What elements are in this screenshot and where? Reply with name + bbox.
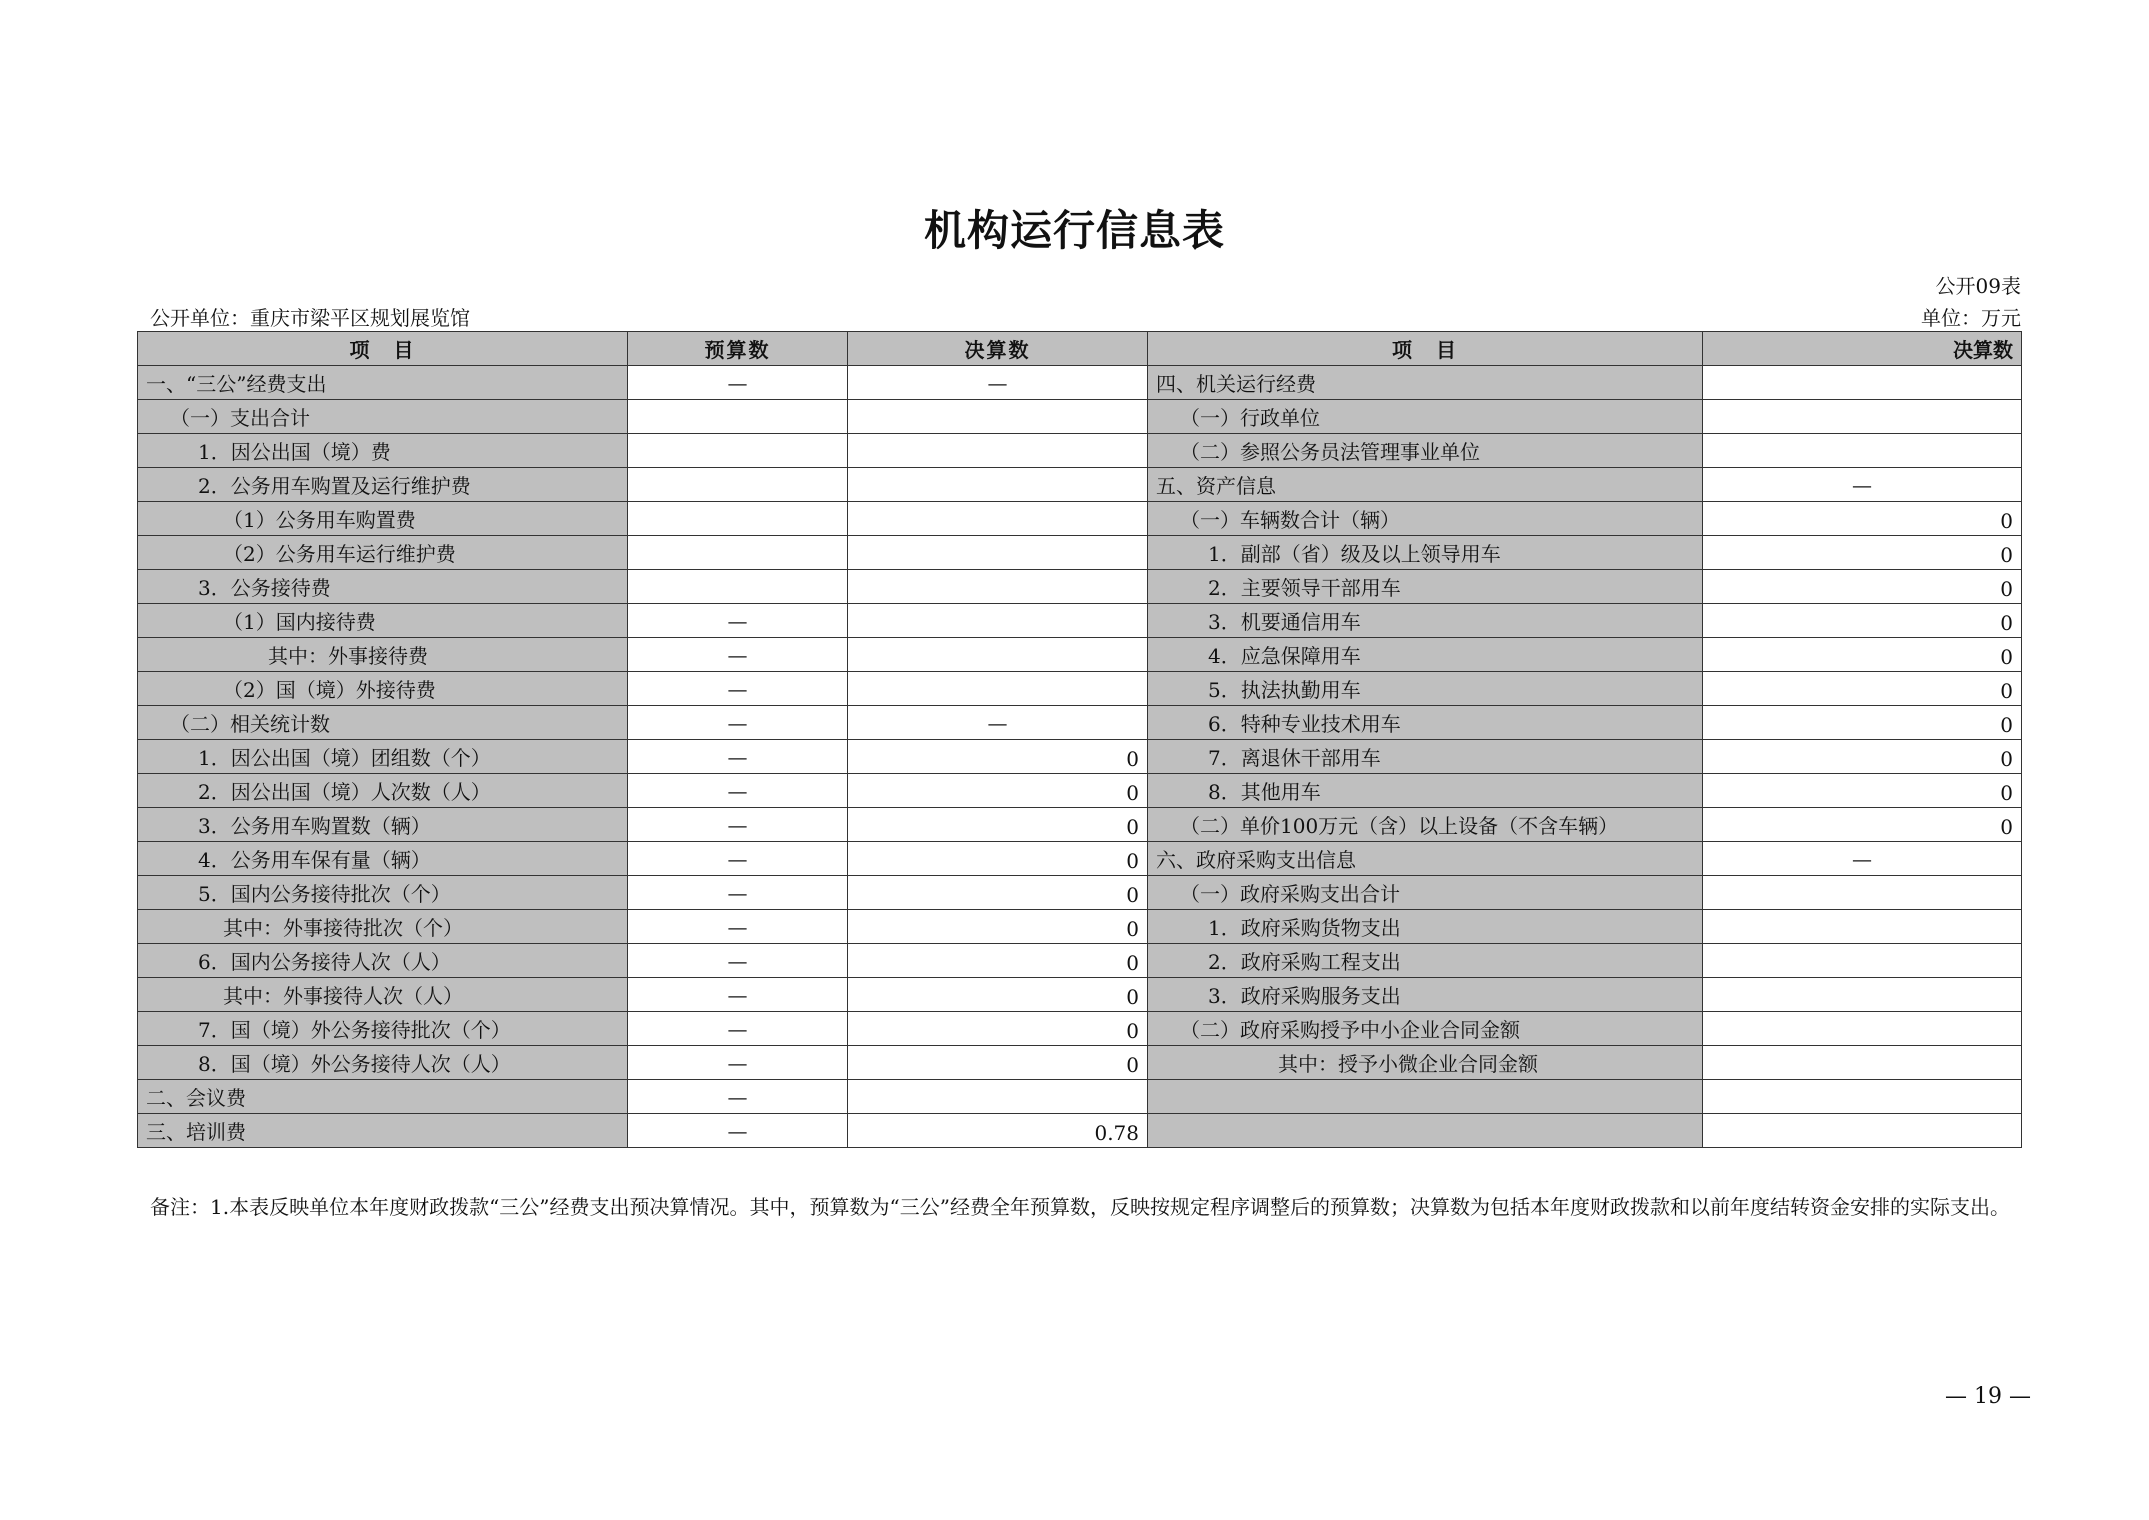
left-item-label: 3．公务接待费 <box>138 570 628 604</box>
budget-value: — <box>628 808 848 842</box>
table-row <box>138 1080 2022 1114</box>
left-item-label: （1）公务用车购置费 <box>138 502 628 536</box>
budget-value: — <box>628 366 848 400</box>
left-item-label: （二）相关统计数 <box>138 706 628 740</box>
right-final-value: 0 <box>1703 536 2022 570</box>
right-final-value <box>1703 944 2022 978</box>
final-value <box>848 502 1148 536</box>
final-value: 0 <box>848 1012 1148 1046</box>
budget-value: — <box>628 944 848 978</box>
budget-value <box>628 434 848 468</box>
right-item-label: 8．其他用车 <box>1148 774 1703 808</box>
budget-value <box>628 400 848 434</box>
final-value: 0 <box>848 876 1148 910</box>
right-item-label: 3．政府采购服务支出 <box>1148 978 1703 1012</box>
final-value <box>848 1080 1148 1114</box>
final-value <box>848 434 1148 468</box>
right-item-label: 2．政府采购工程支出 <box>1148 944 1703 978</box>
right-final-value: 0 <box>1703 740 2022 774</box>
right-final-value <box>1703 1114 2022 1148</box>
table-row <box>138 536 2022 570</box>
budget-value: — <box>628 774 848 808</box>
right-final-value <box>1703 1080 2022 1114</box>
right-final-value <box>1703 876 2022 910</box>
final-value: 0 <box>848 842 1148 876</box>
table-row <box>138 876 2022 910</box>
right-item-label: （二）单价100万元（含）以上设备（不含车辆） <box>1148 808 1703 842</box>
final-value: 0.78 <box>848 1114 1148 1148</box>
budget-value: — <box>628 1114 848 1148</box>
table-row <box>138 468 2022 502</box>
final-value <box>848 536 1148 570</box>
left-item-label: （1）国内接待费 <box>138 604 628 638</box>
budget-value: — <box>628 638 848 672</box>
right-final-value <box>1703 366 2022 400</box>
final-value: 0 <box>848 978 1148 1012</box>
right-final-value <box>1703 400 2022 434</box>
left-item-label: 8．国（境）外公务接待人次（人） <box>138 1046 628 1080</box>
right-item-label: 1．政府采购货物支出 <box>1148 910 1703 944</box>
table-row <box>138 1114 2022 1148</box>
budget-value: — <box>628 978 848 1012</box>
right-final-value: 0 <box>1703 706 2022 740</box>
left-item-label: 其中：外事接待费 <box>138 638 628 672</box>
right-item-label: 4．应急保障用车 <box>1148 638 1703 672</box>
right-final-value: 0 <box>1703 672 2022 706</box>
table-row <box>138 434 2022 468</box>
final-value <box>848 604 1148 638</box>
final-value: 0 <box>848 774 1148 808</box>
final-value: 0 <box>848 910 1148 944</box>
left-item-label: （2）公务用车运行维护费 <box>138 536 628 570</box>
budget-value: — <box>628 1080 848 1114</box>
final-value: 0 <box>848 944 1148 978</box>
right-final-value: 0 <box>1703 604 2022 638</box>
left-item-label: 5．国内公务接待批次（个） <box>138 876 628 910</box>
table-row <box>138 1012 2022 1046</box>
right-item-label: 1．副部（省）级及以上领导用车 <box>1148 536 1703 570</box>
right-final-value: — <box>1703 468 2022 502</box>
budget-value <box>628 570 848 604</box>
budget-value: — <box>628 1012 848 1046</box>
table-row <box>138 774 2022 808</box>
table-row <box>138 706 2022 740</box>
right-item-label: （二）参照公务员法管理事业单位 <box>1148 434 1703 468</box>
final-value: 0 <box>848 1046 1148 1080</box>
left-item-label: （2）国（境）外接待费 <box>138 672 628 706</box>
budget-value <box>628 536 848 570</box>
right-final-value: 0 <box>1703 502 2022 536</box>
right-item-label: （二）政府采购授予中小企业合同金额 <box>1148 1012 1703 1046</box>
left-item-label: 一、“三公”经费支出 <box>138 366 628 400</box>
info-table <box>137 331 2022 1148</box>
right-item-label <box>1148 1114 1703 1148</box>
form-code: 公开09表 <box>1935 274 2021 298</box>
final-value: 0 <box>848 808 1148 842</box>
currency-unit: 单位：万元 <box>1921 306 2021 330</box>
header-left-item: 项 目 <box>138 332 628 366</box>
page-number: — 19 — <box>1945 1384 2031 1409</box>
left-item-label: （一）支出合计 <box>138 400 628 434</box>
right-item-label: 五、资产信息 <box>1148 468 1703 502</box>
table-row <box>138 808 2022 842</box>
final-value <box>848 400 1148 434</box>
table-row <box>138 842 2022 876</box>
right-item-label: （一）车辆数合计（辆） <box>1148 502 1703 536</box>
right-final-value <box>1703 910 2022 944</box>
budget-value: — <box>628 740 848 774</box>
budget-value <box>628 468 848 502</box>
budget-value: — <box>628 1046 848 1080</box>
right-final-value: 0 <box>1703 774 2022 808</box>
budget-value: — <box>628 604 848 638</box>
left-item-label: 三、培训费 <box>138 1114 628 1148</box>
table-row <box>138 400 2022 434</box>
final-value: — <box>848 706 1148 740</box>
left-item-label: 3．公务用车购置数（辆） <box>138 808 628 842</box>
right-item-label: 6．特种专业技术用车 <box>1148 706 1703 740</box>
left-item-label: 4．公务用车保有量（辆） <box>138 842 628 876</box>
table-row <box>138 604 2022 638</box>
final-value: — <box>848 366 1148 400</box>
final-value <box>848 570 1148 604</box>
budget-value: — <box>628 706 848 740</box>
final-value <box>848 672 1148 706</box>
budget-value: — <box>628 910 848 944</box>
header-right-item: 项 目 <box>1148 332 1703 366</box>
table-row <box>138 638 2022 672</box>
right-final-value: — <box>1703 842 2022 876</box>
right-final-value: 0 <box>1703 638 2022 672</box>
right-item-label: 3．机要通信用车 <box>1148 604 1703 638</box>
table-row <box>138 502 2022 536</box>
table-body <box>138 366 2022 1148</box>
left-item-label: 2．公务用车购置及运行维护费 <box>138 468 628 502</box>
final-value: 0 <box>848 740 1148 774</box>
page-title: 机构运行信息表 <box>923 206 1225 255</box>
right-final-value <box>1703 434 2022 468</box>
right-final-value: 0 <box>1703 808 2022 842</box>
left-item-label: 其中：外事接待批次（个） <box>138 910 628 944</box>
budget-value: — <box>628 672 848 706</box>
right-item-label <box>1148 1080 1703 1114</box>
final-value <box>848 468 1148 502</box>
right-item-label: 7．离退休干部用车 <box>1148 740 1703 774</box>
left-item-label: 7．国（境）外公务接待批次（个） <box>138 1012 628 1046</box>
table-row <box>138 910 2022 944</box>
left-item-label: 2．因公出国（境）人次数（人） <box>138 774 628 808</box>
table-row <box>138 944 2022 978</box>
table-row <box>138 672 2022 706</box>
budget-value: — <box>628 842 848 876</box>
footnote: 备注：1.本表反映单位本年度财政拨款“三公”经费支出预决算情况。其中，预算数为“三公”经费全年预算数，反映按规定程序调整后的预算数；决算数为包括本年度财政拨款和以前年度结转资金安排的实际支出。 <box>150 1195 2010 1219</box>
table-header-row <box>138 332 2022 366</box>
right-item-label: 六、政府采购支出信息 <box>1148 842 1703 876</box>
right-item-label: （一）行政单位 <box>1148 400 1703 434</box>
left-item-label: 1．因公出国（境）费 <box>138 434 628 468</box>
right-final-value: 0 <box>1703 570 2022 604</box>
right-final-value <box>1703 1012 2022 1046</box>
left-item-label: 其中：外事接待人次（人） <box>138 978 628 1012</box>
right-final-value <box>1703 978 2022 1012</box>
right-final-value <box>1703 1046 2022 1080</box>
budget-value: — <box>628 876 848 910</box>
table-row <box>138 740 2022 774</box>
header-right-final: 决算数 <box>1703 332 2022 366</box>
right-item-label: 四、机关运行经费 <box>1148 366 1703 400</box>
left-item-label: 6．国内公务接待人次（人） <box>138 944 628 978</box>
table-row <box>138 978 2022 1012</box>
table-row <box>138 570 2022 604</box>
right-item-label: 2．主要领导干部用车 <box>1148 570 1703 604</box>
budget-value <box>628 502 848 536</box>
final-value <box>848 638 1148 672</box>
header-final: 决算数 <box>848 332 1148 366</box>
right-item-label: 其中：授予小微企业合同金额 <box>1148 1046 1703 1080</box>
right-item-label: （一）政府采购支出合计 <box>1148 876 1703 910</box>
left-item-label: 1．因公出国（境）团组数（个） <box>138 740 628 774</box>
reporting-unit: 公开单位：重庆市梁平区规划展览馆 <box>150 306 470 330</box>
header-budget: 预算数 <box>628 332 848 366</box>
table-row <box>138 366 2022 400</box>
left-item-label: 二、会议费 <box>138 1080 628 1114</box>
right-item-label: 5．执法执勤用车 <box>1148 672 1703 706</box>
table-row <box>138 1046 2022 1080</box>
